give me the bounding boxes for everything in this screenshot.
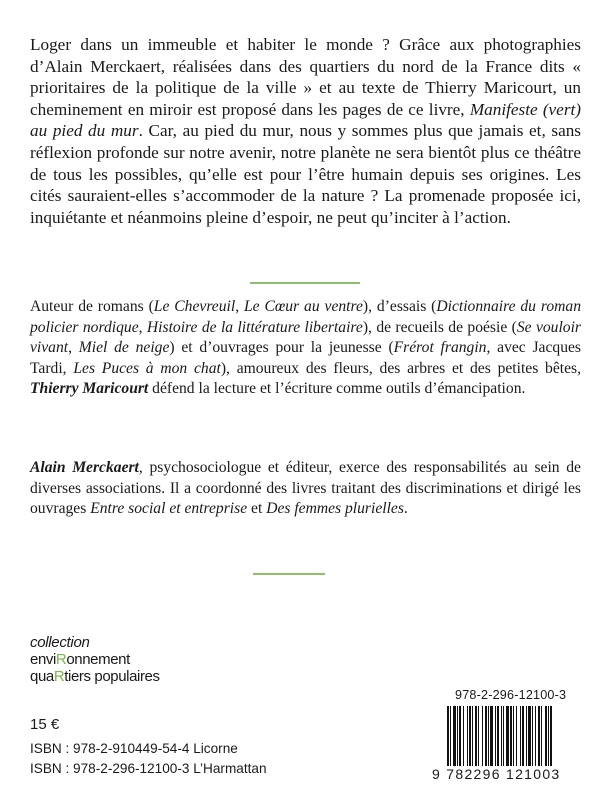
divider-rule [250,282,360,284]
collection-name-line-1 [30,651,160,668]
bio-text: , avec Jacques Tardi, [30,339,581,377]
work-title: Des femmes plurielles [266,500,404,518]
collection-accent-letter: R [55,651,67,668]
blurb-text-2: . Car, au pied du mur, nous y sommes plus que jamais et, sans réflexion profonde sur notre avenir, notre planète ne sera bientôt plus ce théâtre de tous les possibles, qu’elle est pour l’être humain depuis ses origines. Les cités sauraient-elles s’accommoder de la nature ? La promenade proposée ici, inquiétante et néanmoins pleine d’espoir, ne peut qu’inciter à l’action. [30,121,581,227]
bio-text: . [403,500,408,518]
book-title: Manifeste (vert) au pied du mur [30,99,582,141]
collection-label: collection [30,634,90,651]
bio-text: , psychosociologue et éditeur, exerce des responsabilités au sein de diverses associations. Il a coordonné des livres traitant des discriminations et dirigé les ouvrages [30,459,581,518]
author-name: Alain Merckaert [30,459,139,476]
collection-text: onnement [66,651,130,668]
author-name: Thierry Maricourt [30,380,149,398]
collection-text: envi [30,651,56,668]
author-bio-merckaert [30,458,581,520]
isbn-harmattan: ISBN : 978-2-296-12100-3 L’Harmattan [30,761,267,776]
author-bio-maricourt [30,297,581,400]
collection-name-line-2 [30,668,160,685]
bio-text: défend la lecture et l’écriture comme outils d’émancipation. [148,380,526,398]
work-title: Histoire de la littérature libertaire [146,318,363,336]
work-title: Le Chevreuil [153,298,236,315]
bio-text: ), amoureux des fleurs, des arbres et des petites bêtes, [220,359,581,377]
work-title: Entre social et entreprise [90,500,248,518]
barcode-isbn-text: 978-2-296-12100-3 [455,688,567,702]
bio-text: ) et d’ouvrages pour la jeunesse ( [169,339,394,357]
work-title: Les Puces à mon chat [73,359,221,377]
bio-text: ), d’essais ( [362,298,437,315]
work-title: Dictionnaire du roman policier nordique [30,298,582,336]
blurb-text-1: Loger dans un immeuble et habiter le monde ? Grâce aux photographies d’Alain Merckaert, réalisées dans des quartiers du nord de la France dits « prioritaires de la politique de la ville » et au texte de Thierry Maricourt, un cheminement en miroir est proposé dans les pages de ce livre, [30,35,581,119]
work-title: Miel de neige [78,339,170,357]
bio-text: , [235,298,244,315]
collection-text: qua [30,668,54,685]
collection-logo [30,634,160,685]
collection-text: tiers populaires [64,668,160,685]
bio-text: ), de recueils de poésie ( [362,318,517,336]
work-title: Se vouloir vivant [30,318,581,357]
work-title: Frérot frangin [393,339,487,357]
bio-text: et [247,500,267,518]
bio-text: , [138,318,147,336]
isbn-licorne: ISBN : 978-2-910449-54-4 Licorne [30,741,238,756]
bio-text: , [68,339,79,357]
divider-rule [253,573,325,575]
price: 15 € [30,716,60,733]
bio-text: Auteur de romans ( [30,298,154,315]
work-title: Le Cœur au ventre [244,298,363,315]
collection-accent-letter: R [53,668,65,685]
back-cover-blurb [30,34,581,228]
barcode-digits: 9 782296 121003 [432,766,561,782]
